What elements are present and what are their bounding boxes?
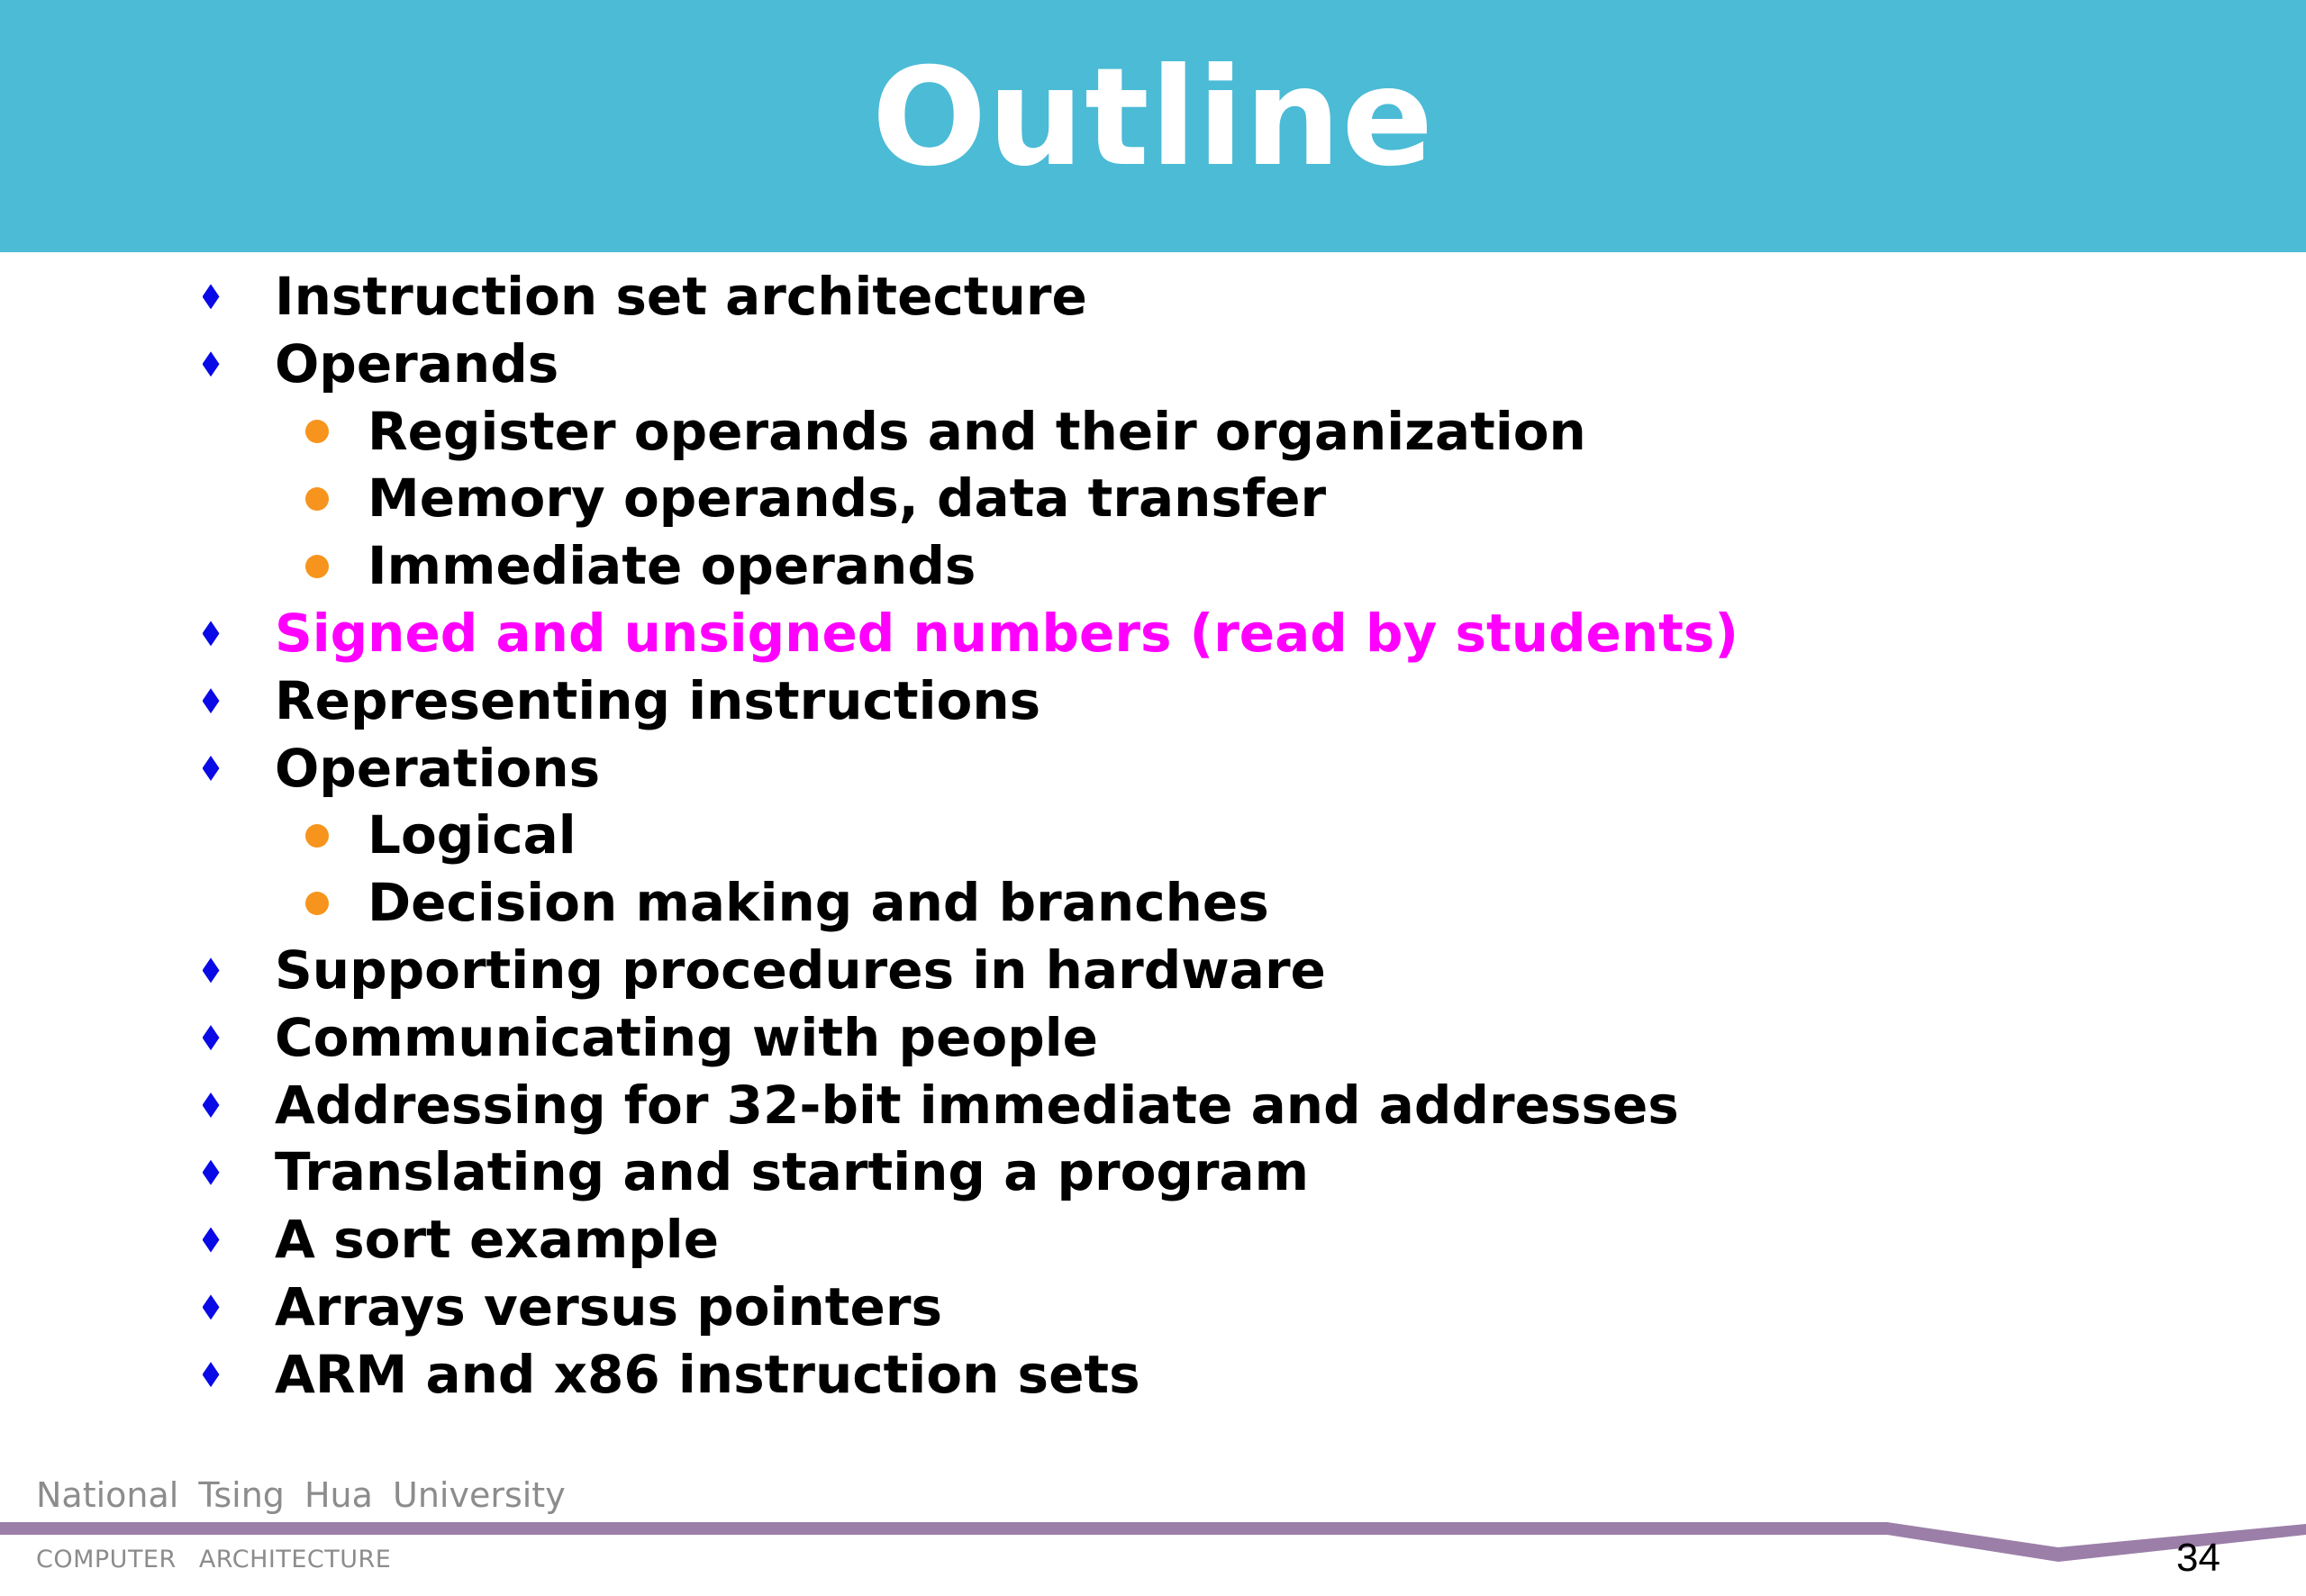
diamond-bullet-icon [191, 937, 231, 1004]
outline-item [0, 1138, 2306, 1206]
outline-item-text: Instruction set architecture [275, 266, 1087, 327]
outline-item [0, 263, 2306, 331]
diamond-bullet-icon [191, 1138, 231, 1206]
outline-item-text: Communicating with people [275, 1006, 1098, 1068]
outline-item-text: Addressing for 32-bit immediate and addresses [275, 1074, 1679, 1136]
outline-subitem-text: Register operands and their organization [368, 400, 1586, 462]
outline-item-text: ARM and x86 instruction sets [275, 1343, 1140, 1405]
slide-title: Outline [871, 40, 1435, 196]
outline-subitem [0, 802, 2306, 869]
outline-item [0, 1341, 2306, 1409]
diamond-bullet-icon [191, 1206, 231, 1274]
diamond-bullet-icon [191, 1341, 231, 1409]
outline-item-text: Operations [275, 737, 601, 799]
outline-item [0, 1274, 2306, 1341]
outline-subitem-text: Immediate operands [368, 535, 976, 597]
outline-item [0, 331, 2306, 398]
outline-item-text: Arrays versus pointers [275, 1275, 942, 1338]
outline-subitem [0, 532, 2306, 600]
diamond-bullet-icon [191, 1004, 231, 1072]
dot-bullet-icon [297, 532, 337, 600]
outline-subitem-text: Memory operands, data transfer [368, 467, 1327, 530]
dot-bullet-icon [297, 802, 337, 869]
footer-university: National Tsing Hua University [36, 1475, 566, 1515]
outline-list [0, 263, 2306, 1409]
outline-item-text: Operands [275, 332, 559, 394]
diamond-bullet-icon [191, 263, 231, 331]
diamond-bullet-icon [191, 1274, 231, 1341]
outline-subitem [0, 398, 2306, 466]
diamond-bullet-icon [191, 600, 231, 667]
outline-item [0, 1206, 2306, 1274]
dot-bullet-icon [297, 869, 337, 937]
outline-item [0, 1004, 2306, 1072]
page-number: 34 [2176, 1536, 2220, 1580]
outline-subitem [0, 465, 2306, 532]
outline-subitem-text: Decision making and branches [368, 872, 1269, 934]
outline-item-text: Supporting procedures in hardware [275, 939, 1326, 1001]
diamond-bullet-icon [191, 1072, 231, 1139]
outline-item-text: A sort example [275, 1209, 720, 1271]
outline-subitem-text: Logical [368, 804, 576, 866]
outline-item-text: Representing instructions [275, 669, 1041, 731]
diamond-bullet-icon [191, 331, 231, 398]
outline-item [0, 735, 2306, 803]
outline-item [0, 937, 2306, 1004]
outline-item-text: Signed and unsigned numbers (read by students) [275, 602, 1739, 664]
dot-bullet-icon [297, 465, 337, 532]
outline-item [0, 667, 2306, 735]
outline-subitem [0, 869, 2306, 937]
footer-course-name: COMPUTER ARCHITECTURE [36, 1546, 392, 1573]
diamond-bullet-icon [191, 735, 231, 803]
diamond-bullet-icon [191, 667, 231, 735]
outline-item [0, 1072, 2306, 1139]
outline-item-highlighted [0, 600, 2306, 667]
outline-item-text: Translating and starting a program [275, 1141, 1310, 1203]
dot-bullet-icon [297, 398, 337, 466]
